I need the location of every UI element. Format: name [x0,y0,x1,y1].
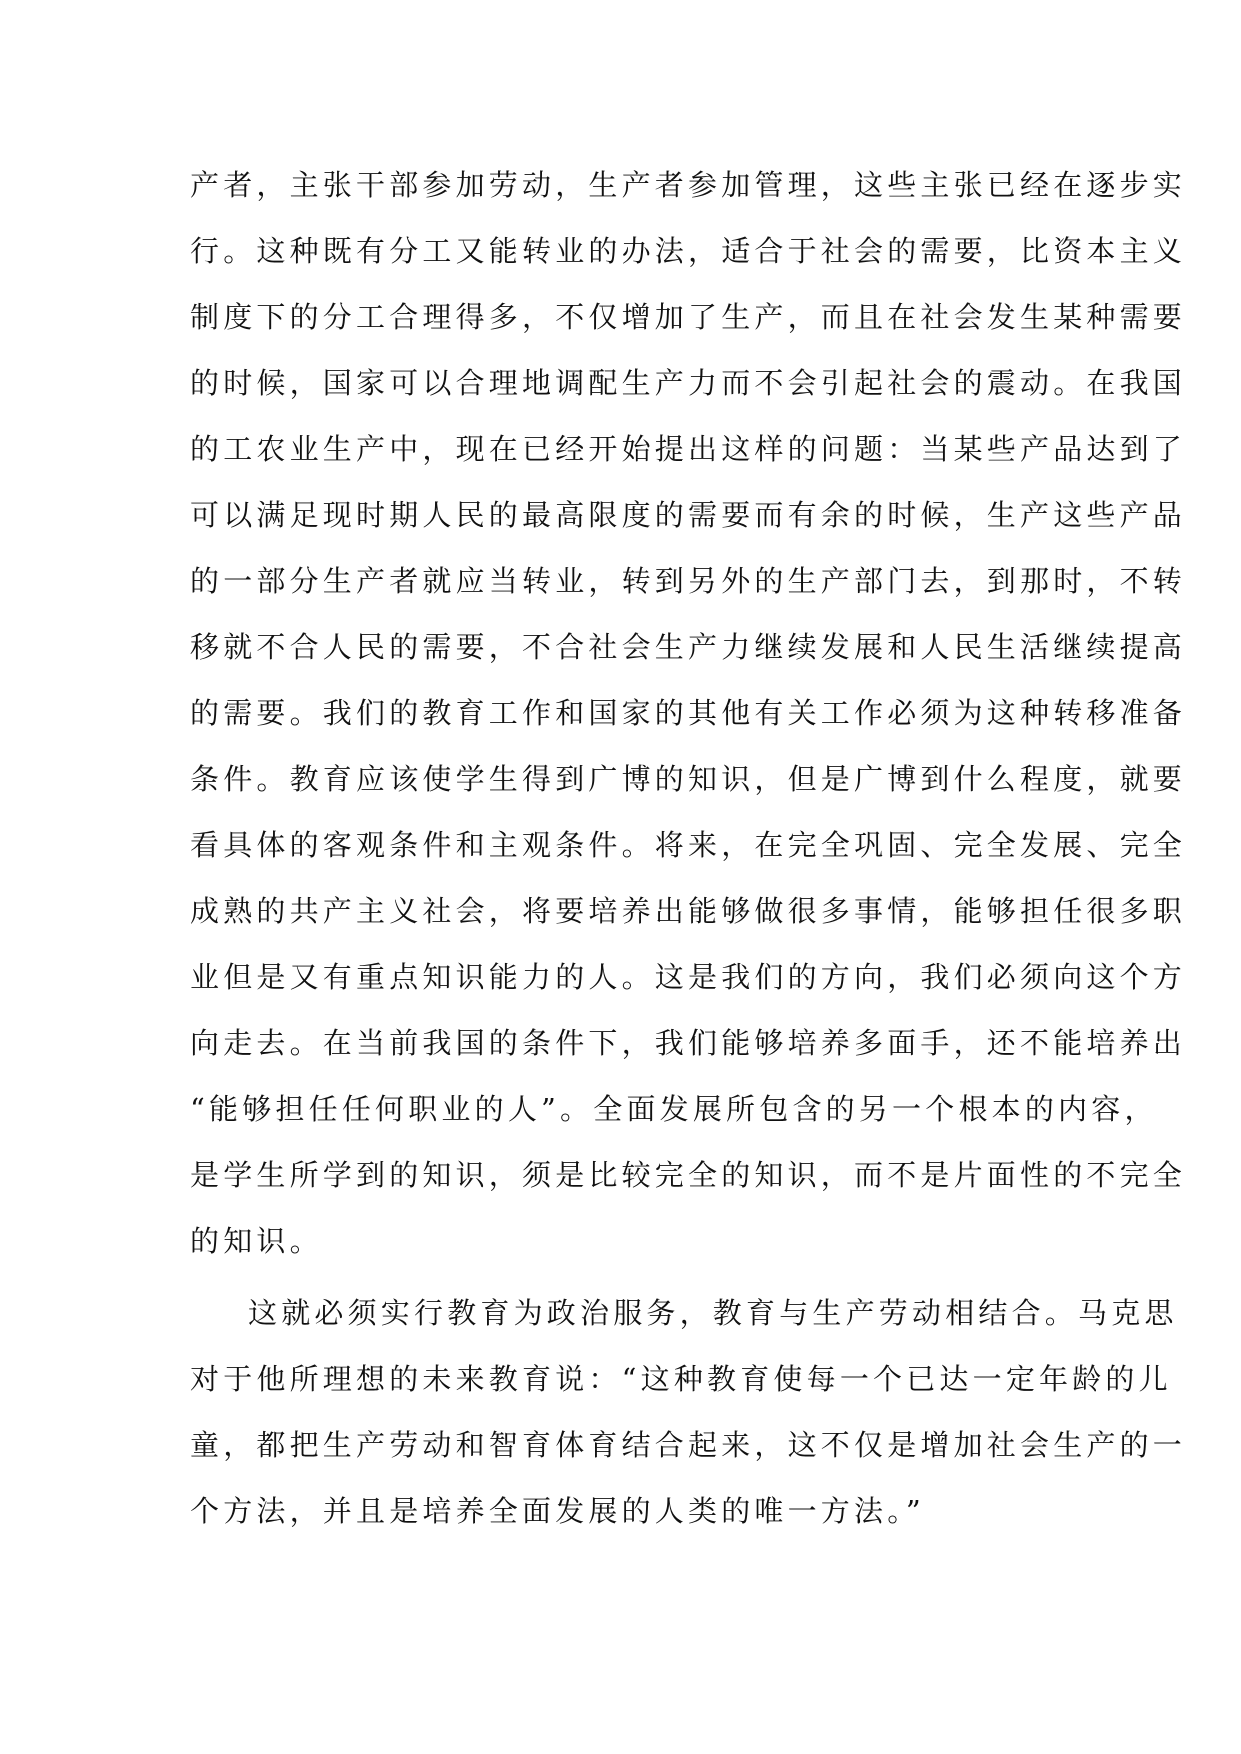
text-line: 的需要。我们的教育工作和国家的其他有关工作必须为这种转移准备 [190,696,1187,730]
text-line: 可以满足现时期人民的最高限度的需要而有余的时候，生产这些产品 [190,498,1187,532]
text-line: 的知识。 [190,1224,323,1258]
text-line: 产者，主张干部参加劳动，生产者参加管理，这些主张已经在逐步实 [190,168,1187,202]
text-line: 制度下的分工合理得多，不仅增加了生产，而且在社会发生某种需要 [190,300,1187,334]
text-line: “能够担任任何职业的人”。全面发展所包含的另一个根本的内容， [190,1092,1158,1126]
text-line: 对于他所理想的未来教育说：“这种教育使每一个已达一定年龄的儿 [190,1362,1172,1396]
text-line: 向走去。在当前我国的条件下，我们能够培养多面手，还不能培养出 [190,1026,1187,1060]
text-line: 的工农业生产中，现在已经开始提出这样的问题：当某些产品达到了 [190,432,1187,466]
text-line: 移就不合人民的需要，不合社会生产力继续发展和人民生活继续提高 [190,630,1187,664]
text-line: 的时候，国家可以合理地调配生产力而不会引起社会的震动。在我国 [190,366,1187,400]
text-line: 看具体的客观条件和主观条件。将来，在完全巩固、完全发展、完全 [190,828,1187,862]
text-line: 条件。教育应该使学生得到广博的知识，但是广博到什么程度，就要 [190,762,1187,796]
text-line: 成熟的共产主义社会，将要培养出能够做很多事情，能够担任很多职 [190,894,1187,928]
text-line: 的一部分生产者就应当转业，转到另外的生产部门去，到那时，不转 [190,564,1187,598]
text-line: 行。这种既有分工又能转业的办法，适合于社会的需要，比资本主义 [190,234,1187,268]
paragraph-2 [190,1280,1187,1544]
text-line: 是学生所学到的知识，须是比较完全的知识，而不是片面性的不完全 [190,1158,1187,1192]
text-line: 童，都把生产劳动和智育体育结合起来，这不仅是增加社会生产的一 [190,1428,1187,1462]
text-line: 这就必须实行教育为政治服务，教育与生产劳动相结合。马克思 [248,1296,1178,1330]
paragraph-1 [190,152,1187,1274]
text-line: 个方法，并且是培养全面发展的人类的唯一方法。” [190,1494,925,1528]
text-line: 业但是又有重点知识能力的人。这是我们的方向，我们必须向这个方 [190,960,1187,994]
